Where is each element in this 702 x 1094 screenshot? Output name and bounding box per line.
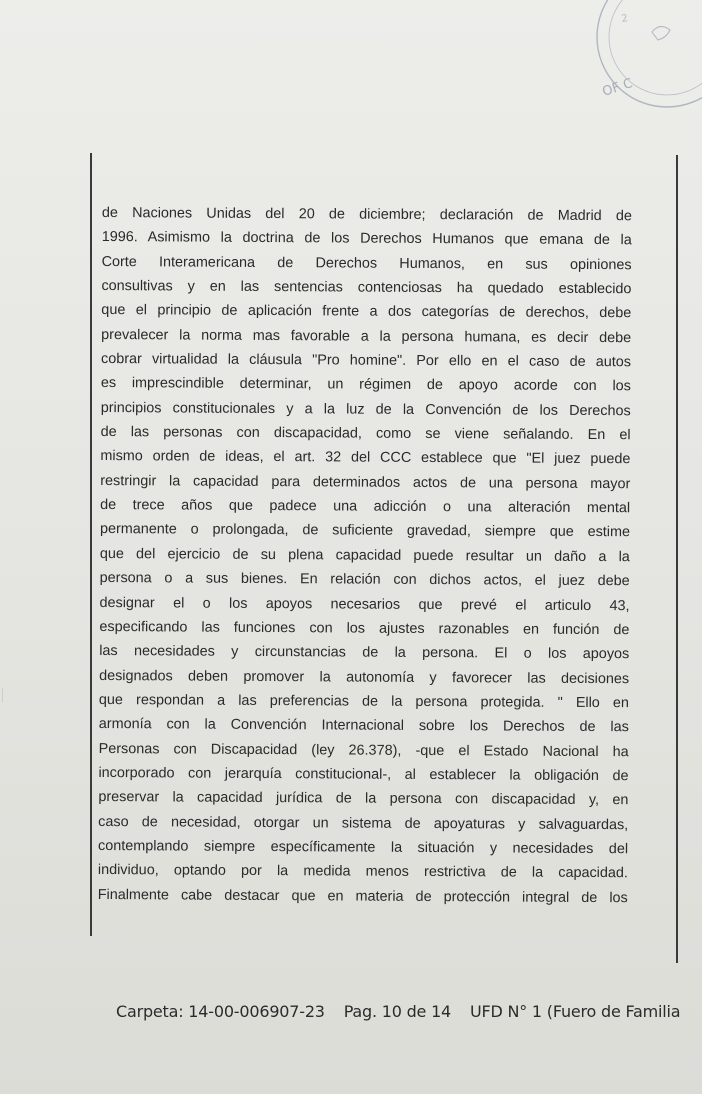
- text-line: prevalecer la norma mas favorable a la persona humana, es decir debe: [101, 326, 632, 346]
- text-line: principios constitucionales y a la luz de la Convención de los Derechos: [100, 399, 631, 419]
- unit-label: UFD N° 1 (Fuero de Familia: [469, 1002, 681, 1021]
- text-line: de trece años que padece una adicción o una alteración mental: [100, 497, 631, 517]
- text-line: especificando las funciones con los ajustes razonables en función de: [99, 618, 630, 639]
- text-line: que del ejercicio de su plena capacidad puede resultar un daño a la: [99, 545, 630, 566]
- text-line: cobrar virtualidad la cláusula "Pro homine". Por ello en el caso de autos: [100, 351, 632, 371]
- text-line: restringir la capacidad para determinados actos de una persona mayor: [100, 472, 631, 493]
- text-line: Corte Interamericana de Derechos Humanos, en sus opiniones: [101, 253, 632, 273]
- left-margin-line: [90, 153, 92, 936]
- page-footer: [116, 1002, 694, 1021]
- text-line: Finalmente cabe destacar que en materia de protección integral de los: [97, 886, 628, 906]
- text-line: armonía con la Convención Internacional sobre los Derechos de las: [98, 716, 629, 736]
- text-line: persona o a sus bienes. En relación con dichos actos, el juez debe: [99, 570, 630, 590]
- text-line: contemplando siempre específicamente la situación y necesidades del: [98, 837, 629, 858]
- text-line: designar el o los apoyos necesarios que prevé el articulo 43,: [99, 594, 630, 614]
- text-line: de las personas con discapacidad, como se viene señalando. En el: [100, 424, 631, 444]
- text-line: consultivas y en las sentencias contenciosas ha quedado establecido: [101, 278, 632, 298]
- page-number: Pag. 10 de 14: [343, 1002, 452, 1021]
- text-line: preservar la capacidad jurídica de la persona con discapacidad y, en: [98, 789, 629, 809]
- text-line: es imprescindible determinar, un régimen de apoyo acorde con los: [100, 375, 631, 395]
- text-line: permanente o prolongada, de suficiente gravedad, siempre que estime: [99, 521, 631, 541]
- scan-mark: [2, 688, 9, 702]
- seal-text: OF C: [600, 75, 635, 100]
- text-line: mismo orden de ideas, el art. 32 del CCC establece que "El juez puede: [100, 448, 631, 468]
- text-line: incorporado con jerarquía constitucional-, al establecer la obligación de: [98, 764, 629, 785]
- text-line: que el principio de aplicación frente a dos categorías de derechos, debe: [101, 302, 632, 322]
- document-body: [98, 201, 632, 910]
- svg-text:2: 2: [620, 13, 629, 25]
- text-line: de Naciones Unidas del 20 de diciembre; declaración de Madrid de: [101, 204, 632, 225]
- text-line: las necesidades y circunstancias de la persona. El o los apoyos: [99, 643, 630, 663]
- right-margin-line: [676, 155, 678, 963]
- text-line: Personas con Discapacidad (ley 26.378), -que el Estado Nacional ha: [98, 740, 629, 760]
- official-seal-stamp: [582, 0, 702, 122]
- text-line: que respondan a las preferencias de la persona protegida. " Ello en: [98, 691, 629, 712]
- text-line: designados deben promover la autonomía y favorecer las decisiones: [99, 667, 630, 687]
- text-line: individuo, optando por la medida menos restrictiva de la capacidad.: [97, 862, 628, 882]
- text-line: 1996. Asimismo la doctrina de los Derechos Humanos que emana de la: [101, 229, 632, 249]
- text-line: caso de necesidad, otorgar un sistema de apoyaturas y salvaguardas,: [98, 813, 629, 833]
- case-number: Carpeta: 14-00-006907-23: [116, 1002, 325, 1021]
